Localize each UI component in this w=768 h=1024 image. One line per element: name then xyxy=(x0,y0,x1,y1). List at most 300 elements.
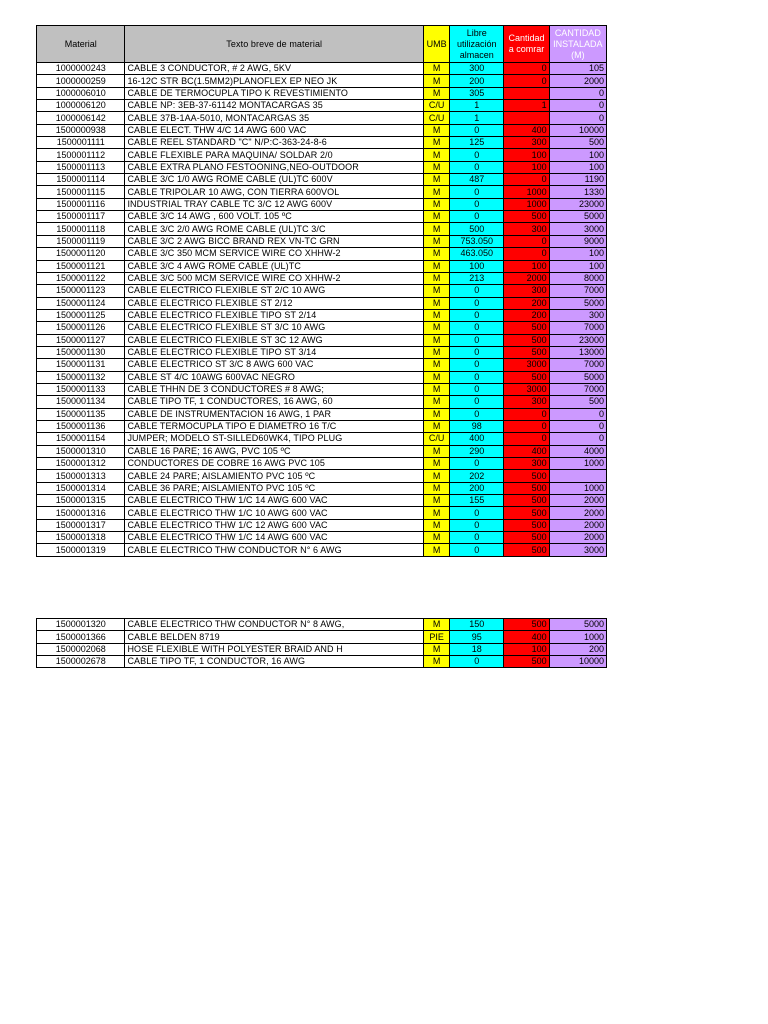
cell-material: 1500001133 xyxy=(37,383,125,395)
header-material: Material xyxy=(37,26,125,63)
cell-material: 1500001124 xyxy=(37,297,125,309)
cell-cantidad-comprar: 0 xyxy=(504,248,549,260)
cell-libre-utilizacion: 0 xyxy=(450,383,504,395)
cell-cantidad-comprar: 200 xyxy=(504,297,549,309)
cell-umb: M xyxy=(424,297,450,309)
cell-texto-breve: CABLE 16 PARE; 16 AWG, PVC 105 ºC xyxy=(125,445,424,457)
cell-umb: M xyxy=(424,495,450,507)
cell-umb: M xyxy=(424,420,450,432)
cell-cantidad-instalada: 5000 xyxy=(549,211,606,223)
cell-material: 1500001113 xyxy=(37,161,125,173)
table-row xyxy=(37,137,607,149)
table-row xyxy=(37,495,607,507)
cell-texto-breve: CABLE ELECTRICO FLEXIBLE ST 2/C 10 AWG xyxy=(125,285,424,297)
cell-cantidad-instalada: 23000 xyxy=(549,334,606,346)
cell-libre-utilizacion: 155 xyxy=(450,495,504,507)
cell-texto-breve: CABLE NP: 3EB-37-61142 MONTACARGAS 35 xyxy=(125,100,424,112)
cell-cantidad-comprar: 300 xyxy=(504,285,549,297)
cell-texto-breve: CABLE TRIPOLAR 10 AWG, CON TIERRA 600VOL xyxy=(125,186,424,198)
cell-cantidad-comprar: 0 xyxy=(504,174,549,186)
cell-cantidad-instalada: 7000 xyxy=(549,383,606,395)
table-row xyxy=(37,532,607,544)
table-body-secondary xyxy=(37,619,607,668)
cell-cantidad-instalada: 5000 xyxy=(549,371,606,383)
cell-cantidad-comprar: 500 xyxy=(504,519,549,531)
cell-cantidad-comprar: 100 xyxy=(504,149,549,161)
cell-cantidad-comprar: 0 xyxy=(504,235,549,247)
cell-material: 1500001317 xyxy=(37,519,125,531)
cell-umb: M xyxy=(424,272,450,284)
cell-texto-breve: CABLE TIPO TF, 1 CONDUCTOR, 16 AWG xyxy=(125,656,424,668)
cell-libre-utilizacion: 0 xyxy=(450,359,504,371)
cell-cantidad-comprar: 200 xyxy=(504,309,549,321)
cell-cantidad-instalada: 5000 xyxy=(549,619,606,631)
cell-cantidad-instalada: 0 xyxy=(549,87,606,99)
cell-libre-utilizacion: 0 xyxy=(450,519,504,531)
cell-umb: M xyxy=(424,482,450,494)
table-row xyxy=(37,519,607,531)
cell-cantidad-instalada: 300 xyxy=(549,309,606,321)
cell-material: 1500001115 xyxy=(37,186,125,198)
cell-umb: M xyxy=(424,359,450,371)
cell-material: 1500001313 xyxy=(37,470,125,482)
cell-texto-breve: CABLE ELECT. THW 4/C 14 AWG 600 VAC xyxy=(125,124,424,136)
cell-libre-utilizacion: 400 xyxy=(450,433,504,445)
table-row xyxy=(37,383,607,395)
table-row xyxy=(37,223,607,235)
header-texto-breve: Texto breve de material xyxy=(125,26,424,63)
material-table-main xyxy=(36,25,607,557)
cell-cantidad-comprar: 1000 xyxy=(504,186,549,198)
cell-umb: M xyxy=(424,186,450,198)
cell-libre-utilizacion: 100 xyxy=(450,260,504,272)
cell-material: 1500001112 xyxy=(37,149,125,161)
table-row xyxy=(37,100,607,112)
table-row xyxy=(37,174,607,186)
cell-umb: C/U xyxy=(424,100,450,112)
cell-texto-breve: CABLE ELECTRICO FLEXIBLE TIPO ST 2/14 xyxy=(125,309,424,321)
table-row xyxy=(37,285,607,297)
cell-cantidad-instalada: 2000 xyxy=(549,507,606,519)
cell-umb: M xyxy=(424,248,450,260)
cell-libre-utilizacion: 0 xyxy=(450,346,504,358)
cell-cantidad-comprar: 3000 xyxy=(504,383,549,395)
cell-libre-utilizacion: 0 xyxy=(450,149,504,161)
cell-cantidad-comprar: 500 xyxy=(504,619,549,631)
cell-cantidad-instalada: 4000 xyxy=(549,445,606,457)
cell-cantidad-comprar: 1 xyxy=(504,100,549,112)
cell-libre-utilizacion: 500 xyxy=(450,223,504,235)
table-row xyxy=(37,322,607,334)
cell-cantidad-instalada: 1190 xyxy=(549,174,606,186)
cell-material: 1500001135 xyxy=(37,408,125,420)
cell-cantidad-comprar: 500 xyxy=(504,507,549,519)
cell-material: 1500001366 xyxy=(37,631,125,643)
cell-material: 1500001154 xyxy=(37,433,125,445)
table-row xyxy=(37,149,607,161)
table-row xyxy=(37,544,607,556)
table-row xyxy=(37,408,607,420)
cell-cantidad-instalada: 2000 xyxy=(549,75,606,87)
cell-libre-utilizacion: 0 xyxy=(450,544,504,556)
cell-cantidad-comprar: 300 xyxy=(504,396,549,408)
cell-material: 1500001111 xyxy=(37,137,125,149)
cell-umb: M xyxy=(424,137,450,149)
cell-cantidad-comprar: 500 xyxy=(504,482,549,494)
cell-cantidad-comprar: 0 xyxy=(504,75,549,87)
cell-umb: M xyxy=(424,211,450,223)
cell-material: 1500001310 xyxy=(37,445,125,457)
cell-cantidad-instalada: 200 xyxy=(549,643,606,655)
table-row xyxy=(37,619,607,631)
cell-texto-breve: CABLE REEL STANDARD "C" N/P:C-363-24-8-6 xyxy=(125,137,424,149)
cell-material: 1500001123 xyxy=(37,285,125,297)
cell-material: 1500001134 xyxy=(37,396,125,408)
table-row xyxy=(37,334,607,346)
cell-libre-utilizacion: 0 xyxy=(450,211,504,223)
cell-libre-utilizacion: 0 xyxy=(450,161,504,173)
cell-cantidad-instalada: 7000 xyxy=(549,322,606,334)
cell-texto-breve: CABLE 3 CONDUCTOR, # 2 AWG, 5KV xyxy=(125,63,424,75)
cell-cantidad-instalada: 2000 xyxy=(549,519,606,531)
cell-texto-breve: INDUSTRIAL TRAY CABLE TC 3/C 12 AWG 600V xyxy=(125,198,424,210)
cell-libre-utilizacion: 125 xyxy=(450,137,504,149)
cell-cantidad-comprar: 100 xyxy=(504,260,549,272)
cell-texto-breve: JUMPER; MODELO ST-SILLED60WK4, TIPO PLUG xyxy=(125,433,424,445)
table-row xyxy=(37,371,607,383)
cell-texto-breve: CABLE ELECTRICO FLEXIBLE ST 2/12 xyxy=(125,297,424,309)
header-cantidad-instalada: CANTIDAD INSTALADA (M) xyxy=(549,26,606,63)
cell-umb: M xyxy=(424,174,450,186)
cell-material: 1500001320 xyxy=(37,619,125,631)
cell-material: 1500000938 xyxy=(37,124,125,136)
cell-libre-utilizacion: 0 xyxy=(450,458,504,470)
cell-texto-breve: CABLE 3/C 500 MCM SERVICE WIRE CO XHHW-2 xyxy=(125,272,424,284)
table-row xyxy=(37,248,607,260)
cell-umb: PIE xyxy=(424,631,450,643)
table-row xyxy=(37,63,607,75)
cell-material: 1500001114 xyxy=(37,174,125,186)
cell-umb: M xyxy=(424,124,450,136)
cell-libre-utilizacion: 200 xyxy=(450,75,504,87)
cell-texto-breve: CABLE ELECTRICO THW 1/C 14 AWG 600 VAC xyxy=(125,495,424,507)
cell-umb: M xyxy=(424,149,450,161)
cell-texto-breve: CABLE 36 PARE; AISLAMIENTO PVC 105 ºC xyxy=(125,482,424,494)
cell-texto-breve: CABLE THHN DE 3 CONDUCTORES # 8 AWG; xyxy=(125,383,424,395)
cell-libre-utilizacion: 98 xyxy=(450,420,504,432)
cell-umb: M xyxy=(424,470,450,482)
cell-material: 1500001121 xyxy=(37,260,125,272)
cell-umb: M xyxy=(424,161,450,173)
cell-material: 1500001117 xyxy=(37,211,125,223)
cell-material: 1500001314 xyxy=(37,482,125,494)
cell-texto-breve: CABLE EXTRA PLANO FESTOONING,NEO-OUTDOOR xyxy=(125,161,424,173)
material-table-secondary xyxy=(36,618,607,668)
cell-cantidad-comprar: 400 xyxy=(504,445,549,457)
cell-libre-utilizacion: 463.050 xyxy=(450,248,504,260)
cell-umb: M xyxy=(424,371,450,383)
cell-texto-breve: CABLE ELECTRICO FLEXIBLE TIPO ST 3/14 xyxy=(125,346,424,358)
cell-umb: M xyxy=(424,408,450,420)
cell-umb: M xyxy=(424,383,450,395)
cell-cantidad-instalada: 2000 xyxy=(549,532,606,544)
cell-texto-breve: CABLE 3/C 14 AWG , 600 VOLT. 105 ºC xyxy=(125,211,424,223)
cell-material: 1500001315 xyxy=(37,495,125,507)
cell-umb: M xyxy=(424,445,450,457)
cell-umb: M xyxy=(424,285,450,297)
table-row xyxy=(37,458,607,470)
cell-cantidad-instalada: 10000 xyxy=(549,656,606,668)
cell-cantidad-instalada: 3000 xyxy=(549,223,606,235)
cell-material: 1000006142 xyxy=(37,112,125,124)
table-row xyxy=(37,309,607,321)
table-row xyxy=(37,297,607,309)
cell-texto-breve: CABLE ST 4/C 10AWG 600VAC NEGRO xyxy=(125,371,424,383)
cell-texto-breve: CABLE DE TERMOCUPLA TIPO K REVESTIMIENTO xyxy=(125,87,424,99)
cell-libre-utilizacion: 150 xyxy=(450,619,504,631)
cell-material: 1500001318 xyxy=(37,532,125,544)
cell-cantidad-instalada: 100 xyxy=(549,260,606,272)
table-row xyxy=(37,211,607,223)
cell-material: 1500001131 xyxy=(37,359,125,371)
table-row xyxy=(37,420,607,432)
cell-libre-utilizacion: 200 xyxy=(450,482,504,494)
cell-umb: M xyxy=(424,519,450,531)
cell-libre-utilizacion: 0 xyxy=(450,309,504,321)
table-row xyxy=(37,433,607,445)
cell-umb: M xyxy=(424,458,450,470)
cell-cantidad-comprar: 1000 xyxy=(504,198,549,210)
cell-material: 1500001127 xyxy=(37,334,125,346)
cell-material: 1000006010 xyxy=(37,87,125,99)
cell-cantidad-comprar xyxy=(504,87,549,99)
table-row xyxy=(37,161,607,173)
cell-cantidad-instalada xyxy=(549,470,606,482)
cell-cantidad-comprar: 0 xyxy=(504,420,549,432)
cell-libre-utilizacion: 0 xyxy=(450,322,504,334)
cell-cantidad-instalada: 105 xyxy=(549,63,606,75)
table-row xyxy=(37,482,607,494)
cell-texto-breve: CABLE ELECTRICO THW 1/C 14 AWG 600 VAC xyxy=(125,532,424,544)
table-row xyxy=(37,643,607,655)
cell-texto-breve: CABLE ELECTRICO FLEXIBLE ST 3/C 10 AWG xyxy=(125,322,424,334)
cell-texto-breve: CABLE 3/C 2 AWG BICC BRAND REX VN-TC GRN xyxy=(125,235,424,247)
table-row xyxy=(37,235,607,247)
cell-cantidad-comprar: 500 xyxy=(504,322,549,334)
cell-cantidad-instalada: 500 xyxy=(549,396,606,408)
cell-cantidad-instalada: 1000 xyxy=(549,631,606,643)
table-row xyxy=(37,124,607,136)
table-body-main xyxy=(37,63,607,557)
cell-cantidad-comprar: 0 xyxy=(504,63,549,75)
cell-libre-utilizacion: 0 xyxy=(450,396,504,408)
cell-libre-utilizacion: 202 xyxy=(450,470,504,482)
cell-texto-breve: CABLE ELECTRICO ST 3/C 8 AWG 600 VAC xyxy=(125,359,424,371)
cell-cantidad-comprar: 100 xyxy=(504,161,549,173)
cell-texto-breve: CABLE ELECTRICO THW CONDUCTOR N° 6 AWG xyxy=(125,544,424,556)
cell-material: 1500001316 xyxy=(37,507,125,519)
cell-material: 1500001126 xyxy=(37,322,125,334)
cell-texto-breve: CABLE TERMOCUPLA TIPO E DIAMETRO 16 T/C xyxy=(125,420,424,432)
cell-material: 1500001125 xyxy=(37,309,125,321)
cell-umb: M xyxy=(424,223,450,235)
table-row xyxy=(37,87,607,99)
cell-cantidad-instalada: 9000 xyxy=(549,235,606,247)
cell-libre-utilizacion: 95 xyxy=(450,631,504,643)
cell-cantidad-comprar: 500 xyxy=(504,532,549,544)
cell-cantidad-comprar: 500 xyxy=(504,656,549,668)
cell-cantidad-instalada: 23000 xyxy=(549,198,606,210)
cell-cantidad-instalada: 1330 xyxy=(549,186,606,198)
cell-libre-utilizacion: 0 xyxy=(450,186,504,198)
cell-texto-breve: CABLE BELDEN 8719 xyxy=(125,631,424,643)
cell-texto-breve: CABLE ELECTRICO THW 1/C 10 AWG 600 VAC xyxy=(125,507,424,519)
cell-libre-utilizacion: 0 xyxy=(450,408,504,420)
table-row xyxy=(37,198,607,210)
cell-texto-breve: CABLE DE INSTRUMENTACION 16 AWG, 1 PAR xyxy=(125,408,424,420)
table-row xyxy=(37,186,607,198)
cell-cantidad-instalada: 0 xyxy=(549,100,606,112)
cell-cantidad-instalada: 2000 xyxy=(549,495,606,507)
cell-texto-breve: CABLE 37B-1AA-5010, MONTACARGAS 35 xyxy=(125,112,424,124)
cell-cantidad-comprar: 300 xyxy=(504,223,549,235)
cell-cantidad-comprar: 0 xyxy=(504,408,549,420)
cell-cantidad-instalada: 3000 xyxy=(549,544,606,556)
cell-cantidad-comprar: 500 xyxy=(504,346,549,358)
cell-cantidad-instalada: 10000 xyxy=(549,124,606,136)
cell-umb: M xyxy=(424,322,450,334)
header-umb: UMB xyxy=(424,26,450,63)
cell-material: 1500001119 xyxy=(37,235,125,247)
cell-material: 1500001136 xyxy=(37,420,125,432)
cell-libre-utilizacion: 0 xyxy=(450,656,504,668)
cell-cantidad-comprar: 500 xyxy=(504,371,549,383)
cell-cantidad-comprar: 300 xyxy=(504,458,549,470)
cell-texto-breve: CABLE 3/C 350 MCM SERVICE WIRE CO XHHW-2 xyxy=(125,248,424,260)
cell-texto-breve: CABLE ELECTRICO FLEXIBLE ST 3C 12 AWG xyxy=(125,334,424,346)
cell-cantidad-comprar: 400 xyxy=(504,631,549,643)
cell-umb: M xyxy=(424,396,450,408)
table-row xyxy=(37,112,607,124)
cell-umb: M xyxy=(424,544,450,556)
cell-umb: C/U xyxy=(424,112,450,124)
cell-libre-utilizacion: 0 xyxy=(450,371,504,383)
cell-cantidad-instalada: 7000 xyxy=(549,359,606,371)
cell-material: 1500001319 xyxy=(37,544,125,556)
cell-cantidad-comprar: 2000 xyxy=(504,272,549,284)
cell-cantidad-comprar: 500 xyxy=(504,544,549,556)
cell-umb: M xyxy=(424,334,450,346)
cell-libre-utilizacion: 0 xyxy=(450,507,504,519)
cell-umb: M xyxy=(424,656,450,668)
cell-cantidad-comprar: 100 xyxy=(504,643,549,655)
cell-cantidad-instalada: 5000 xyxy=(549,297,606,309)
cell-libre-utilizacion: 1 xyxy=(450,100,504,112)
cell-material: 1000000259 xyxy=(37,75,125,87)
cell-material: 1000000243 xyxy=(37,63,125,75)
table-row xyxy=(37,359,607,371)
cell-cantidad-instalada: 1000 xyxy=(549,482,606,494)
cell-libre-utilizacion: 290 xyxy=(450,445,504,457)
cell-cantidad-instalada: 13000 xyxy=(549,346,606,358)
cell-texto-breve: CABLE ELECTRICO THW CONDUCTOR N° 8 AWG, xyxy=(125,619,424,631)
cell-material: 1500001118 xyxy=(37,223,125,235)
cell-libre-utilizacion: 753.050 xyxy=(450,235,504,247)
cell-libre-utilizacion: 0 xyxy=(450,124,504,136)
cell-material: 1500001122 xyxy=(37,272,125,284)
cell-libre-utilizacion: 1 xyxy=(450,112,504,124)
cell-texto-breve: CONDUCTORES DE COBRE 16 AWG PVC 105 xyxy=(125,458,424,470)
cell-umb: M xyxy=(424,643,450,655)
cell-cantidad-instalada: 0 xyxy=(549,433,606,445)
cell-cantidad-instalada: 1000 xyxy=(549,458,606,470)
cell-material: 1500002068 xyxy=(37,643,125,655)
cell-cantidad-instalada: 100 xyxy=(549,161,606,173)
cell-cantidad-comprar: 500 xyxy=(504,495,549,507)
cell-cantidad-instalada: 0 xyxy=(549,420,606,432)
cell-material: 1500001120 xyxy=(37,248,125,260)
table-row xyxy=(37,75,607,87)
cell-libre-utilizacion: 0 xyxy=(450,198,504,210)
cell-umb: M xyxy=(424,75,450,87)
cell-texto-breve: CABLE 3/C 2/0 AWG ROME CABLE (UL)TC 3/C xyxy=(125,223,424,235)
cell-texto-breve: CABLE FLEXIBLE PARA MAQUINA/ SOLDAR 2/0 xyxy=(125,149,424,161)
cell-texto-breve: CABLE 3/C 1/0 AWG ROME CABLE (UL)TC 600V xyxy=(125,174,424,186)
cell-cantidad-instalada: 500 xyxy=(549,137,606,149)
cell-umb: M xyxy=(424,619,450,631)
header-cantidad-comprar: Cantidad a comrar xyxy=(504,26,549,63)
cell-libre-utilizacion: 305 xyxy=(450,87,504,99)
table-row xyxy=(37,470,607,482)
cell-libre-utilizacion: 213 xyxy=(450,272,504,284)
cell-cantidad-instalada: 100 xyxy=(549,149,606,161)
cell-libre-utilizacion: 0 xyxy=(450,297,504,309)
cell-material: 1500001116 xyxy=(37,198,125,210)
cell-material: 1500001132 xyxy=(37,371,125,383)
cell-umb: M xyxy=(424,235,450,247)
cell-umb: M xyxy=(424,198,450,210)
header-libre-utilizacion: Libre utilización almacen xyxy=(450,26,504,63)
cell-texto-breve: CABLE ELECTRICO THW 1/C 12 AWG 600 VAC xyxy=(125,519,424,531)
cell-texto-breve: CABLE 24 PARE; AISLAMIENTO PVC 105 ºC xyxy=(125,470,424,482)
table-row xyxy=(37,260,607,272)
cell-cantidad-instalada: 0 xyxy=(549,112,606,124)
cell-cantidad-comprar: 500 xyxy=(504,334,549,346)
cell-texto-breve: HOSE FLEXIBLE WITH POLYESTER BRAID AND H xyxy=(125,643,424,655)
cell-material: 1500002678 xyxy=(37,656,125,668)
cell-umb: M xyxy=(424,260,450,272)
cell-libre-utilizacion: 300 xyxy=(450,63,504,75)
cell-material: 1000006120 xyxy=(37,100,125,112)
table-row xyxy=(37,656,607,668)
cell-umb: M xyxy=(424,507,450,519)
cell-cantidad-comprar: 3000 xyxy=(504,359,549,371)
cell-cantidad-instalada: 100 xyxy=(549,248,606,260)
cell-umb: C/U xyxy=(424,433,450,445)
cell-umb: M xyxy=(424,309,450,321)
cell-cantidad-comprar: 400 xyxy=(504,124,549,136)
cell-cantidad-comprar xyxy=(504,112,549,124)
cell-cantidad-comprar: 0 xyxy=(504,433,549,445)
cell-libre-utilizacion: 487 xyxy=(450,174,504,186)
cell-libre-utilizacion: 0 xyxy=(450,334,504,346)
cell-cantidad-comprar: 500 xyxy=(504,211,549,223)
cell-texto-breve: CABLE 3/C 4 AWG ROME CABLE (UL)TC xyxy=(125,260,424,272)
table-row xyxy=(37,631,607,643)
table-row xyxy=(37,396,607,408)
cell-libre-utilizacion: 0 xyxy=(450,285,504,297)
cell-cantidad-instalada: 0 xyxy=(549,408,606,420)
